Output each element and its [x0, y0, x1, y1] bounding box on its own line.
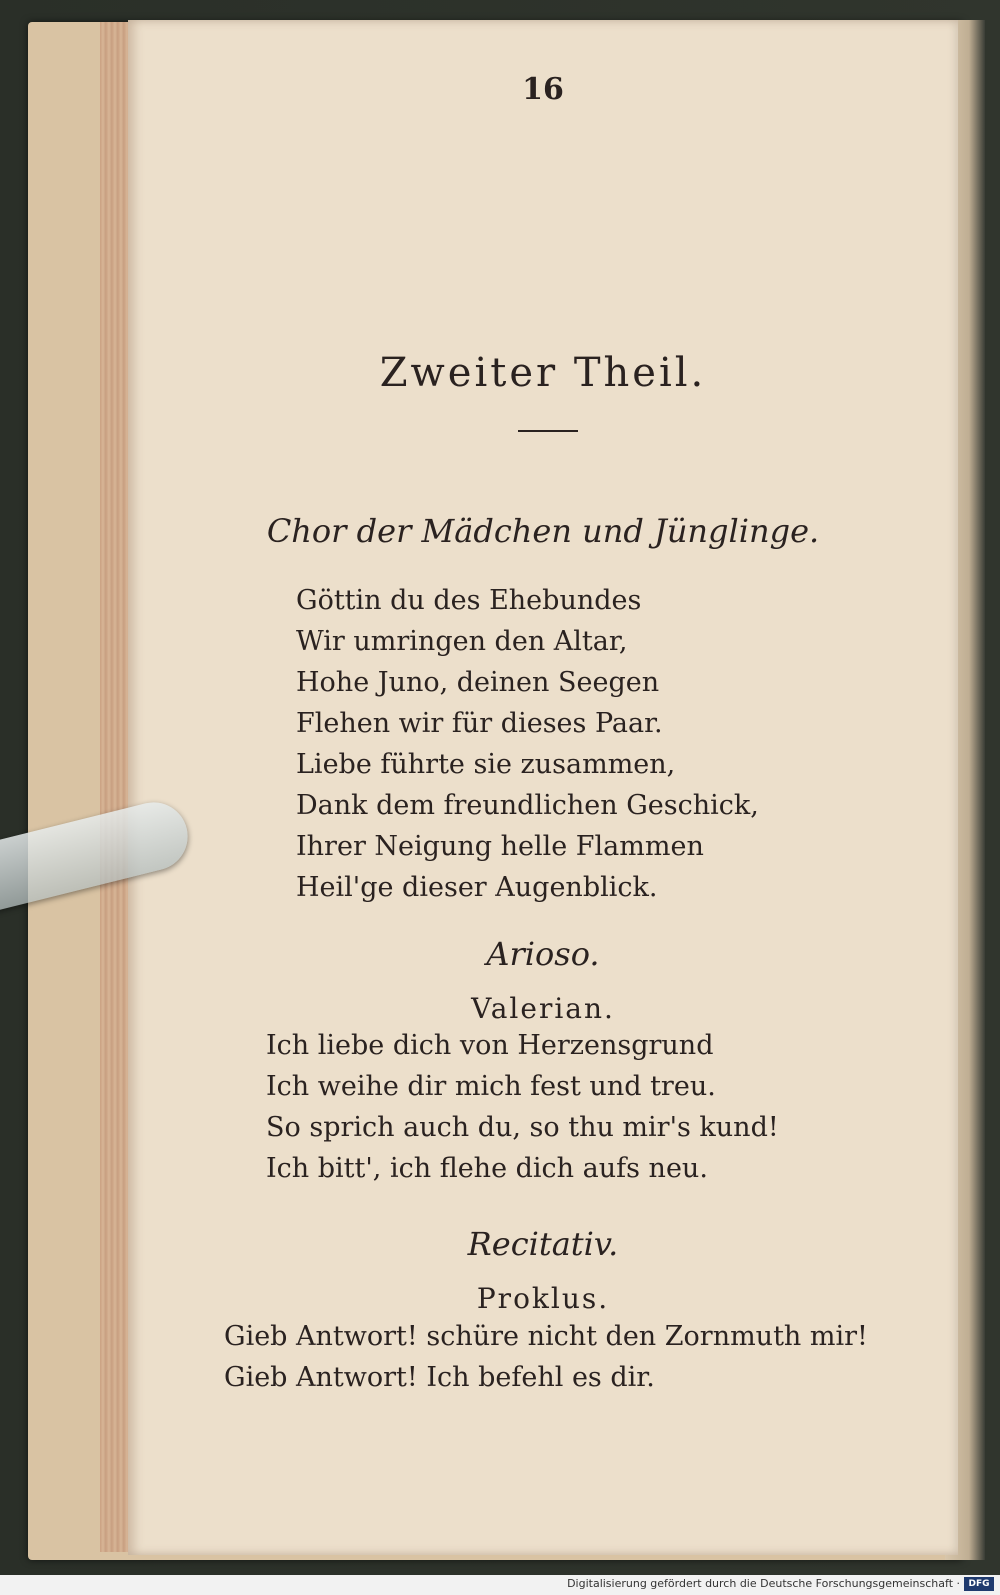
verse-line: Hohe Juno, deinen Seegen	[296, 667, 660, 698]
verse-line: Dank dem freundlichen Geschick,	[296, 790, 759, 821]
verse-line: Göttin du des Ehebundes	[296, 585, 642, 616]
verse-line: Heil'ge dieser Augenblick.	[296, 872, 658, 903]
chorus-heading: Chor der Mädchen und Jünglinge.	[266, 512, 820, 550]
verse-line: Ich bitt', ich flehe dich aufs neu.	[266, 1153, 708, 1184]
speaker-proklus: Proklus.	[476, 1282, 610, 1315]
verse-line: Liebe führte sie zusammen,	[296, 749, 676, 780]
speaker-valerian: Valerian.	[471, 992, 615, 1025]
underline-mark	[518, 430, 578, 432]
arioso-heading: Arioso.	[486, 935, 600, 973]
chorus-verse	[296, 580, 759, 908]
verse-line: So sprich auch du, so thu mir's kund!	[266, 1112, 779, 1143]
verse-line: Gieb Antwort! Ich befehl es dir.	[224, 1362, 655, 1393]
verse-line: Ihrer Neigung helle Flammen	[296, 831, 704, 862]
part-title: Zweiter Theil.	[379, 350, 707, 396]
verse-line: Ich weihe dir mich fest und treu.	[266, 1071, 716, 1102]
verse-line: Gieb Antwort! schüre nicht den Zornmuth mir!	[224, 1321, 868, 1352]
page-number: 16	[522, 72, 564, 107]
verse-line: Flehen wir für dieses Paar.	[296, 708, 663, 739]
dfg-logo-icon: DFG	[964, 1577, 994, 1591]
verse-line: Ich liebe dich von Herzensgrund	[266, 1030, 714, 1061]
arioso-verse	[266, 1025, 779, 1189]
footer-credit: Digitalisierung gefördert durch die Deutsche Forschungsgemeinschaft ·	[567, 1577, 960, 1590]
verse-line: Wir umringen den Altar,	[296, 626, 628, 657]
page-text	[128, 20, 958, 1555]
recitativ-heading: Recitativ.	[467, 1225, 619, 1263]
recitativ-verse	[224, 1316, 868, 1398]
